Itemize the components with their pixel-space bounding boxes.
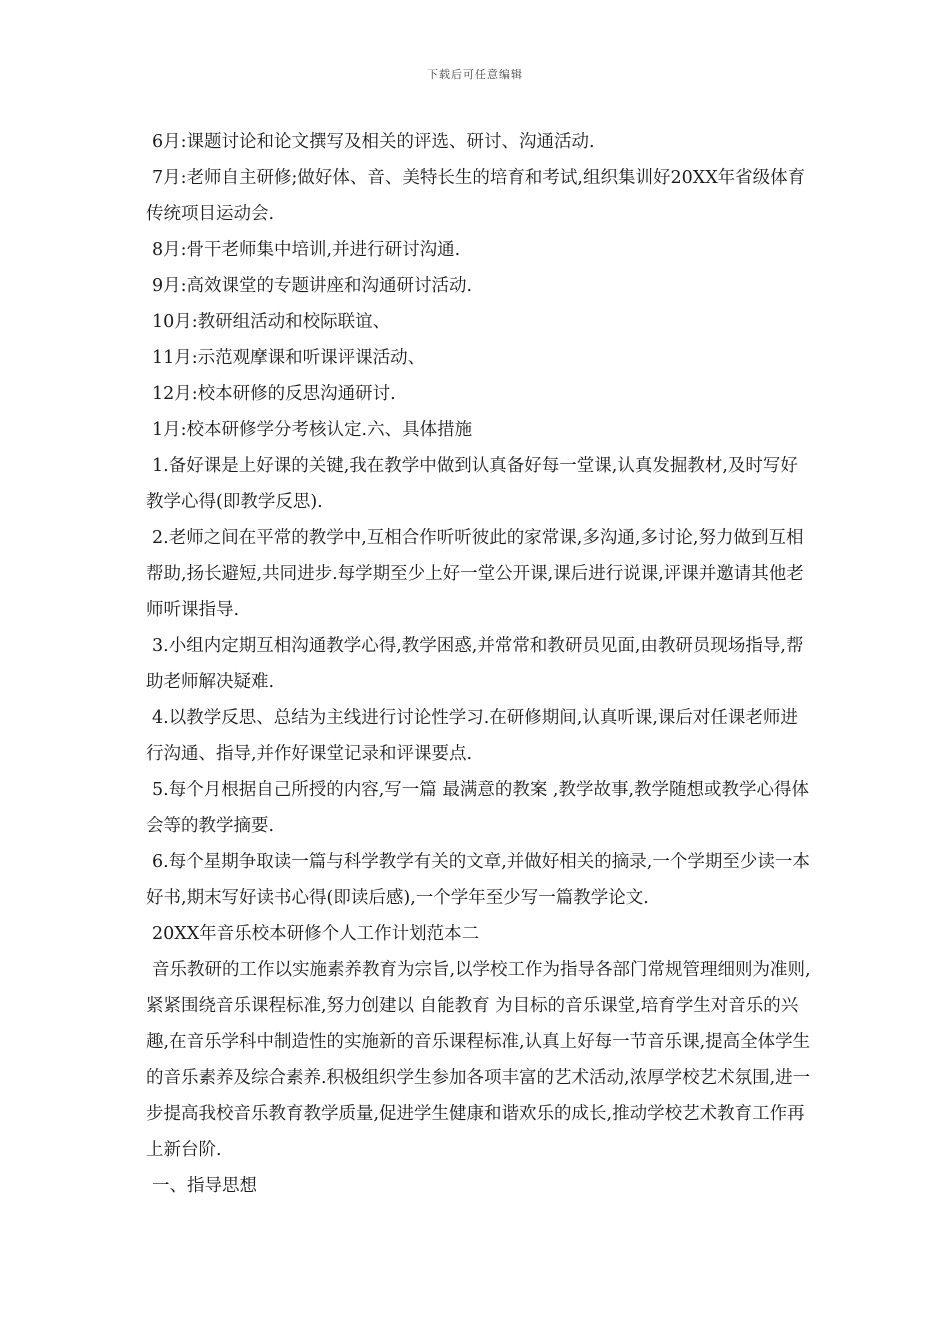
page-header: 下载后可任意编辑 — [427, 68, 523, 81]
paragraph: 4.以教学反思、总结为主线进行讨论性学习.在研修期间,认真听课,课后对任课老师进行沟通、指导,并作好课堂记录和评课要点. — [146, 708, 798, 764]
section-heading: 一、指导思想 — [152, 1176, 257, 1196]
section-title: 20XX年音乐校本研修个人工作计划范本二 — [152, 924, 480, 944]
paragraph: 1.备好课是上好课的关键,我在教学中做到认真备好每一堂课,认真发掘教材,及时写好教学心得(即教学反思). — [146, 456, 798, 512]
paragraph: 3.小组内定期互相沟通教学心得,教学困惑,并常常和教研员见面,由教研员现场指导,帮助老师解决疑难. — [146, 636, 804, 692]
paragraph: 5.每个月根据自己所授的内容,写一篇 最满意的教案 ,教学故事,教学随想或教学心得体会等的教学摘要. — [146, 780, 810, 836]
paragraph: 11月:示范观摩课和听课评课活动、 — [152, 348, 426, 368]
paragraph: 音乐教研的工作以实施素养教育为宗旨,以学校工作为指导各部门常规管理细则为准则,紧紧围绕音乐课程标准,努力创建以 自能教育 为目标的音乐课堂,培育学生对音乐的兴趣,在音乐学科中制造性的实施新的音乐课程标准,认真上好每一节音乐课,提高全体学生的音乐素养及综合素养.积极组织学生参加各项丰富的艺术活动,浓厚学校艺术氛围,进一步提高我校音乐教育教学质量,促进学生健康和谐欢乐的成长,推动学校艺术教育工作再上新台阶. — [146, 960, 811, 1160]
paragraph: 1月:校本研修学分考核认定.六、具体措施 — [152, 420, 473, 440]
paragraph: 6.每个星期争取读一篇与科学教学有关的文章,并做好相关的摘录,一个学期至少读一本好书,期末写好读书心得(即读后感),一个学年至少写一篇教学论文. — [146, 852, 810, 908]
paragraph: 2.老师之间在平常的教学中,互相合作听听彼此的家常课,多沟通,多讨论,努力做到互相帮助,扬长避短,共同进步.每学期至少上好一堂公开课,课后进行说课,评课并邀请其他老师听课指导. — [146, 528, 804, 620]
paragraph: 7月:老师自主研修;做好体、音、美特长生的培育和考试,组织集训好20XX年省级体育传统项目运动会. — [146, 168, 806, 224]
paragraph: 9月:高效课堂的专题讲座和沟通研讨活动. — [152, 276, 473, 296]
document-body — [146, 124, 811, 1204]
paragraph: 10月:教研组活动和校际联谊、 — [152, 312, 391, 332]
paragraph: 6月:课题讨论和论文撰写及相关的评选、研讨、沟通活动. — [152, 132, 595, 152]
paragraph: 12月:校本研修的反思沟通研讨. — [152, 384, 396, 404]
paragraph: 8月:骨干老师集中培训,并进行研讨沟通. — [152, 240, 461, 260]
